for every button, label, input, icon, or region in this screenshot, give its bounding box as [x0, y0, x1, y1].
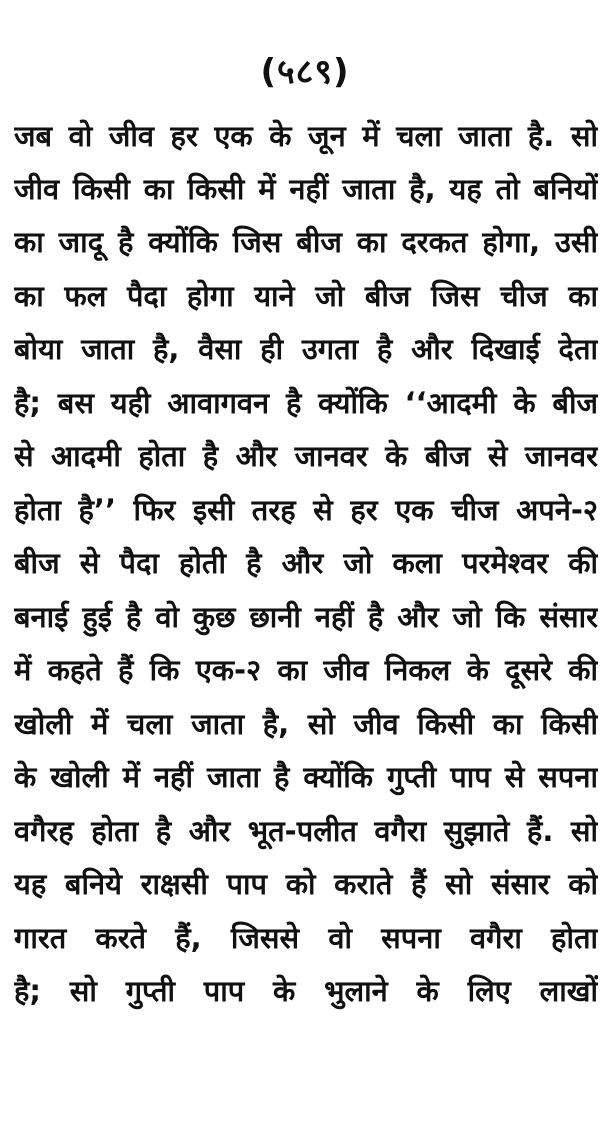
- text-line-14: वगैरह होता है और भूत-पलीत वगैरा सुझाते हैं. सो: [14, 814, 598, 848]
- text-line-11: में कहते हैं कि एक-२ का जीव निकल के दूसरे की: [14, 653, 598, 687]
- text-line-7: से आदमी होता है और जानवर के बीज से जानवर: [14, 439, 598, 473]
- text-line-12: खोली में चला जाता है, सो जीव किसी का किसी: [14, 707, 598, 741]
- text-line-15: यह बनिये राक्षसी पाप को कराते हैं सो संसार को: [14, 867, 598, 901]
- text-line-9: बीज से पैदा होती है और जो कला परमेश्वर की: [14, 546, 598, 580]
- text-line-2: जीव किसी का किसी में नहीं जाता है, यह तो बनियों: [14, 172, 598, 206]
- text-line-10: बनाई हुई है वो कुछ छानी नहीं है और जो कि संसार: [14, 600, 598, 634]
- page-number: (५८९): [260, 52, 350, 92]
- text-line-13: के खोली में नहीं जाता है क्योंकि गुप्ती पाप से सपना: [14, 760, 598, 794]
- text-line-8: होता है’’ फिर इसी तरह से हर एक चीज अपने-२: [14, 493, 598, 527]
- text-line-3: का जादू है क्योंकि जिस बीज का दरकत होगा, उसी: [14, 225, 598, 259]
- text-line-6: है; बस यही आवागवन है क्योंकि ‘‘आदमी के बीज: [14, 386, 598, 420]
- text-line-16: गारत करते हैं, जिससे वो सपना वगैरा होता: [14, 921, 598, 955]
- text-line-17: है; सो गुप्ती पाप के भुलाने के लिए लाखों: [14, 974, 598, 1008]
- text-line-1: जब वो जीव हर एक के जून में चला जाता है. सो: [14, 119, 598, 153]
- text-line-5: बोया जाता है, वैसा ही उगता है और दिखाई देता: [14, 332, 598, 366]
- text-line-4: का फल पैदा होगा याने जो बीज जिस चीज का: [14, 279, 598, 313]
